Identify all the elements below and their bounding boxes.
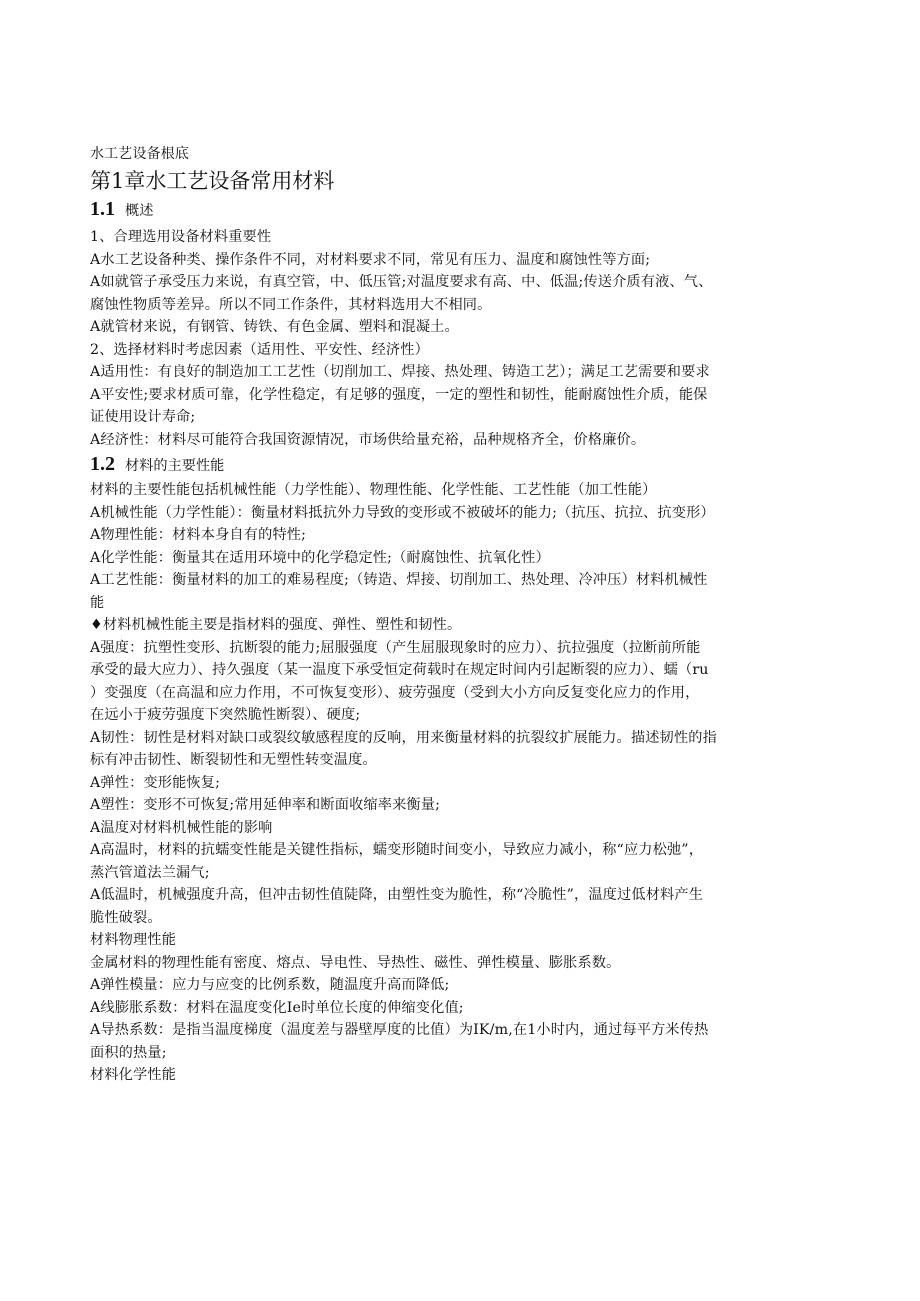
paragraph-line: 在远小于疲劳强度下突然脆性断裂）、硬度; xyxy=(90,707,361,723)
paragraph-line: A平安性;要求材质可靠，化学性稳定，有足够的强度，一定的塑性和韧性，能耐腐蚀性介质，能保 xyxy=(90,386,708,403)
paragraph-line: A水工艺设备种类、操作条件不同，对材料要求不同，常见有压力、温度和腐蚀性等方面; xyxy=(90,251,651,268)
paragraph-line: A高温时，材料的抗蠕变性能是关键性指标，蠕变形随时间变小，导致应力减小，称“应力松弛”， xyxy=(90,842,704,858)
paragraph-line: 腐蚀性物质等差异。所以不同工作条件，其材料选用大不相同。 xyxy=(90,296,492,313)
paragraph-line: 能 xyxy=(90,594,105,611)
paragraph-line: ♦材料机械性能主要是指材料的强度、弹性、塑性和韧性。 xyxy=(90,617,462,633)
section-heading-1-2 xyxy=(90,451,840,479)
paragraph-line: 材料化学性能 xyxy=(90,1067,177,1083)
paragraph-line: 证使用设计寿命; xyxy=(90,409,196,425)
paragraph-line: 脆性破裂。 xyxy=(90,909,162,926)
paragraph-line: ）变强度（在高温和应力作用，不可恢复变形）、疲劳强度（受到大小方向反复变化应力的作用， xyxy=(90,684,700,701)
paragraph-line: 材料的主要性能包括机械性能（力学性能）、物理性能、化学性能、工艺性能（加工性能） xyxy=(90,482,657,498)
section-number: 1.1 xyxy=(90,198,115,220)
paragraph-line: 承受的最大应力）、持久强度（某一温度下承受恒定荷载时在规定时间内引起断裂的应力）、蠕（ru xyxy=(90,662,709,678)
paragraph-line: A经济性：材料尽可能符合我国资源情况，市场供给量充裕，品种规格齐全，价格廉价。 xyxy=(90,431,646,448)
paragraph-line: A导热系数：是指当温度梯度（温度差与器壁厚度的比值）为IK/m,在1小时内，通过每平方米传热 xyxy=(90,1022,709,1038)
paragraph-line: A强度：抗塑性变形、抗断裂的能力;屈服强度（产生屈服现象时的应力）、抗拉强度（拉断前所能 xyxy=(90,639,701,656)
paragraph-line: 材料物理性能 xyxy=(90,932,177,948)
paragraph-line: A塑性：变形不可恢复;常用延伸率和断面收缩率来衡量; xyxy=(90,797,441,813)
paragraph-line: A韧性：韧性是材料对缺口或裂纹敏感程度的反响，用来衡量材料的抗裂纹扩展能力。描述韧性的指 xyxy=(90,729,717,746)
paragraph-line: A适用性：有良好的制造加工工艺性（切削加工、焊接、热处理、铸造工艺）；满足工艺需要和要求 xyxy=(90,364,710,380)
chapter-title: 第1章水工艺设备常用材料 xyxy=(90,169,335,193)
section-title: 概述 xyxy=(125,203,154,219)
paragraph-line: A就管材来说，有钢管、铸铁、有色金属、塑料和混凝土。 xyxy=(90,319,459,335)
paragraph-line: A工艺性能：衡量材料的加工的难易程度;（铸造、焊接、切削加工、热处理、冷冲压）材料机械性 xyxy=(90,572,708,588)
paragraph-line: 蒸汽管道法兰漏气; xyxy=(90,864,210,881)
paragraph-line: A物理性能：材料本身自有的特性; xyxy=(90,527,307,543)
paragraph-line: A弹性模量：应力与应变的比例系数，随温度升高而降低; xyxy=(90,977,450,993)
paragraph-line: A低温时，机械强度升高，但冲击韧性值陡降，由塑性变为脆性，称“冷脆性”，温度过低材料产生 xyxy=(90,887,704,903)
document-page xyxy=(90,143,840,1087)
paragraph-line: A温度对材料机械性能的影响 xyxy=(90,819,273,836)
paragraph-line: A弹性：变形能恢复; xyxy=(90,774,221,791)
paragraph-line: 2、选择材料时考虑因素（适用性、平安性、经济性） xyxy=(90,341,429,358)
paragraph-line: 金属材料的物理性能有密度、熔点、导电性、导热性、磁性、弹性模量、膨胀系数。 xyxy=(90,954,621,971)
paragraph-line: 标有冲击韧性、断裂韧性和无塑性转变温度。 xyxy=(90,752,377,768)
paragraph-line: A机械性能（力学性能）：衡量材料抵抗外力导致的变形或不被破坏的能力;（抗压、抗拉、抗变形） xyxy=(90,504,715,521)
paragraph-line: A线膨胀系数：材料在温度变化Ie时单位长度的伸缩变化值; xyxy=(90,999,464,1016)
paragraph-line: 面积的热量; xyxy=(90,1044,167,1061)
paragraph-line: A化学性能：衡量其在适用环境中的化学稳定性;（耐腐蚀性、抗氧化性） xyxy=(90,549,550,566)
section-number: 1.2 xyxy=(90,453,115,475)
document-title: 水工艺设备根底 xyxy=(90,146,190,162)
paragraph-line: 1、合理选用设备材料重要性 xyxy=(90,229,272,245)
section-title: 材料的主要性能 xyxy=(125,458,225,474)
paragraph-line: A如就管子承受压力来说，有真空管，中、低压管;对温度要求有高、中、低温;传送介质有液、气、 xyxy=(90,274,713,290)
section-heading-1-1 xyxy=(90,196,840,224)
